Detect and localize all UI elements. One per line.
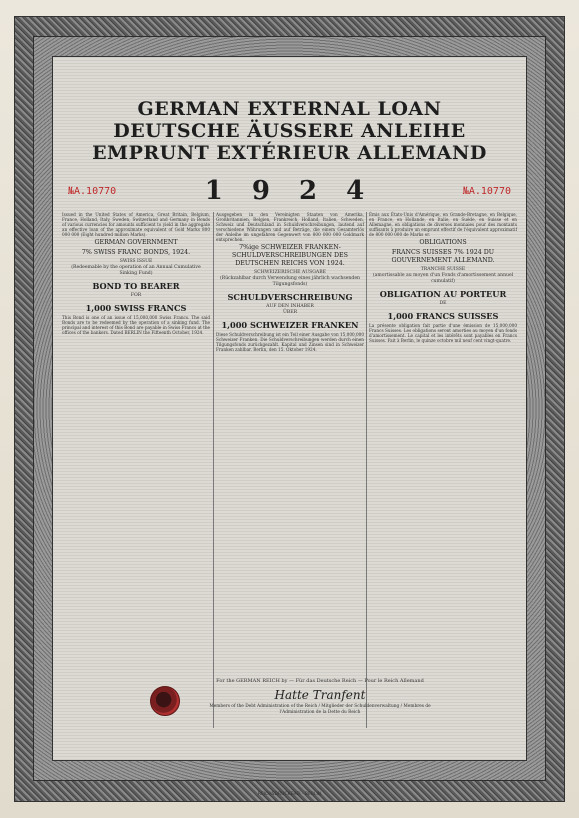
year: 1 9 2 4 bbox=[204, 176, 375, 206]
intro-text: Issued in the United States of America, Great Britain, Belgium, France, Holland, Italy, Sweden, Switzerland and Germany in Bonds of various currencies for amounts sufficient to yield in the aggregate an effective loan of the approximate equivalent of Gold Marks 800 000 000 (Eight hundred million Marks). bbox=[62, 212, 210, 237]
denomination: 1,000 SCHWEIZER FRANKEN bbox=[221, 320, 359, 330]
terms-text: Diese Schuldverschreibung ist ein Teil einer Ausgabe von 15,000,000 Schweizer Franken. Die Schuldverschreibungen werden durch einen Tilgungsfonds zurückgezahlt. Kapital und Zinsen sind in Schweizer Franken zahlbar. Berlin, den 15. Oktober 1924. bbox=[216, 332, 364, 352]
title-block bbox=[52, 98, 527, 164]
issuer-heading: GERMAN GOVERNMENT bbox=[94, 239, 178, 246]
bearer-label: AUF DEN INHABER bbox=[266, 304, 314, 309]
obligations-heading: OBLIGATIONS bbox=[419, 239, 467, 246]
issue-label: SWISS ISSUE bbox=[119, 259, 153, 264]
bond-type-heading: BOND TO BEARER bbox=[92, 281, 180, 291]
signatures: Hatte Tranfent bbox=[274, 688, 366, 702]
sinking-fund-note: (Redeemable by the operation of an Annual Cumulative Sinking Fund) bbox=[71, 265, 201, 276]
serial-number-right: №A.10770 bbox=[462, 186, 511, 197]
column-french bbox=[369, 212, 517, 345]
bonds-heading: FRANCS SUISSES 7% 1924 DU GOUVERNEMENT ALLEMAND. bbox=[391, 249, 495, 264]
bond-type-heading: SCHULDVERSCHREIBUNG bbox=[227, 292, 353, 302]
sinking-fund-note: (amortissable au moyen d'un Fonds d'amortissement annuel cumulatif) bbox=[372, 273, 514, 284]
for-label: FOR bbox=[130, 293, 142, 298]
title-french: EMPRUNT EXTÉRIEUR ALLEMAND bbox=[92, 142, 487, 164]
wax-seal bbox=[150, 686, 180, 716]
signatory-line: For the GERMAN REICH by — Für das Deutsche Reich — Pour le Reich Allemand bbox=[216, 678, 424, 684]
denomination: 1,000 FRANCS SUISSES bbox=[387, 311, 499, 321]
bonds-heading: 7% SWISS FRANC BONDS, 1924. bbox=[81, 249, 191, 256]
intro-text: Émis aux États-Unis d'Amérique, en Grande-Bretagne, en Belgique, en France, en Hollande, en Italie, en Suède, en Suisse et en Allemagne, en obligations de diverses monnaies pour des montants suffisants à produire un emprunt effectif de l'équivalent approximatif de 800 000 000 de Marks or. bbox=[369, 212, 517, 237]
sinking-fund-note: (Rückzahlbar durch Verwendung eines jährlich wachsenden Tilgungsfonds) bbox=[219, 276, 361, 287]
bond-type-heading: OBLIGATION AU PORTEUR bbox=[379, 289, 507, 299]
title-german: DEUTSCHE ÄUSSERE ANLEIHE bbox=[113, 120, 466, 142]
signatory-caption: Members of the Debt Administration of the Reich / Mitglieder der Schuldenverwaltung / Membres de l'Administration de la Dette du Reich bbox=[209, 704, 431, 715]
column-german bbox=[216, 212, 364, 354]
column-divider bbox=[213, 212, 214, 728]
serial-number-left: №A.10770 bbox=[68, 186, 117, 197]
de-label: DE bbox=[439, 301, 447, 306]
terms-text: La présente obligation fait partie d'une émission de 15,000,000 Francs Suisses. Les obligations seront amorties au moyen d'un fonds d'amortissement. Le capital et les intérêts sont payables en Francs Suisses. Fait à Berlin, le quinze octobre mil neuf cent vingt-quatre. bbox=[369, 323, 517, 343]
issue-label: TRANCHE SUISSE bbox=[420, 267, 466, 272]
denomination: 1,000 SWISS FRANCS bbox=[85, 303, 187, 313]
bonds-heading: 7%ige SCHWEIZER FRANKEN-SCHULDVERSCHREIBUNGEN DES DEUTSCHEN REICHS VON 1924. bbox=[232, 244, 348, 267]
intro-text: Ausgegeben in den Vereinigten Staaten von Amerika, Großbritannien, Belgien, Frankreich, Holland, Italien, Schweden, Schweiz und Deutschland in Schuldverschreibungen, lautend auf verschiedene Währungen und auf Beträge, die einem Gesamterlös der Anleihe im ungefähren Gegenwert von 800 000 000 Goldmark entsprechen. bbox=[216, 212, 364, 242]
printer-imprint: REICHSDRUCKEREI · BERLIN bbox=[257, 792, 322, 797]
column-divider bbox=[366, 212, 367, 728]
issue-label: SCHWEIZERISCHE AUSGABE bbox=[254, 270, 326, 275]
uber-label: ÜBER bbox=[282, 310, 298, 315]
signature-block bbox=[200, 678, 440, 715]
title-english: GERMAN EXTERNAL LOAN bbox=[137, 98, 442, 120]
column-english bbox=[62, 212, 210, 337]
year-row bbox=[62, 176, 517, 204]
terms-text: This Bond is one of an issue of 15,000,000 Swiss Francs. The said Bonds are to be redeemed by the operation of a sinking fund. The principal and interest of this Bond are payable in Swiss Francs at the offices of the bankers. Dated BERLIN the Fifteenth October, 1924. bbox=[62, 315, 210, 335]
